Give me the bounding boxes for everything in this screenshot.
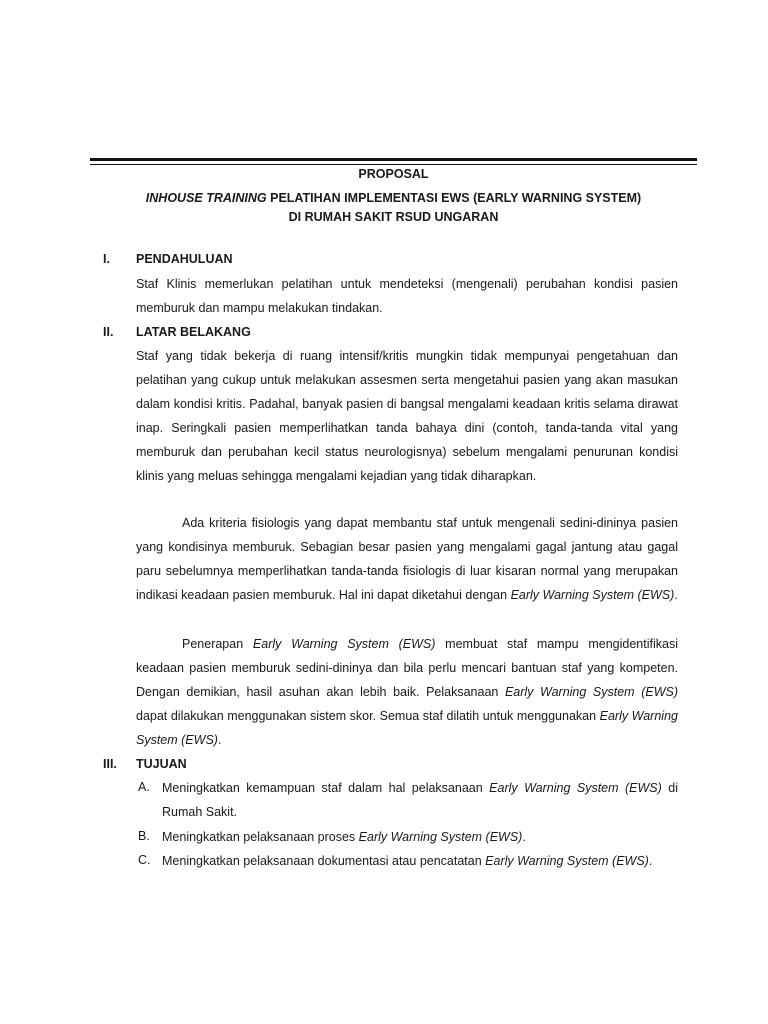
list-item xyxy=(162,776,678,824)
subtitle-rest: PELATIHAN IMPLEMENTASI EWS (EARLY WARNING SYSTEM) xyxy=(266,191,642,205)
paragraph-text: . xyxy=(674,588,678,602)
section-number: I. xyxy=(103,252,110,266)
header-rule-thin xyxy=(90,164,697,165)
list-item-text: Meningkatkan kemampuan staf dalam hal pelaksanaan xyxy=(162,781,490,795)
section-heading: TUJUAN xyxy=(136,757,187,771)
list-item-text: Meningkatkan pelaksanaan dokumentasi atau pencatatan xyxy=(162,854,486,868)
list-item-italic: Early Warning System (EWS) xyxy=(485,854,649,868)
section-paragraph: Staf yang tidak bekerja di ruang intensif/kritis mungkin tidak mempunyai pengetahuan dan pelatihan yang cukup untuk melakukan assesmen serta mengetahui pasien yang akan masukan dalam kondisi kritis. Padahal, banyak pasien di bangsal mengalami keadaan kritis selama dirawat inap. Seringkali pasien memperlihatkan tanda bahaya dini (contoh, tanda-tanda vital yang memburuk dan perubahan kecil status neurologisnya) sebelum mengalami penurunan kondisi klinis yang meluas sehingga mengalami kejadian yang tidak diharapkan. xyxy=(136,349,678,483)
paragraph-italic: Early Warning System (EWS) xyxy=(510,588,675,602)
list-item-italic: Early Warning System (EWS) xyxy=(489,781,662,795)
list-item xyxy=(162,849,678,873)
paragraph-text: Penerapan xyxy=(182,637,253,651)
list-item-text: Meningkatkan pelaksanaan proses xyxy=(162,830,359,844)
section-paragraph xyxy=(136,511,678,607)
paragraph-text: membuat staf mampu mengidentifikasi keadaan pasien memburuk sedini-dininya dan bila perlu mencari bantuan staf yang kompeten. Dengan demikian, hasil asuhan akan lebih baik. Pelaksanaan xyxy=(136,637,678,699)
list-item-letter: C. xyxy=(138,853,151,867)
section-number: II. xyxy=(103,325,114,339)
section-heading: PENDAHULUAN xyxy=(136,252,233,266)
section-number: III. xyxy=(103,757,117,771)
paragraph-italic: Early Warning System (EWS) xyxy=(504,685,678,699)
paragraph-text: dapat dilakukan menggunakan sistem skor. Semua staf dilatih untuk menggunakan xyxy=(136,709,600,723)
paragraph-text: Ada kriteria fisiologis yang dapat membantu staf untuk mengenali sedini-dininya pasien yang kondisinya memburuk. Sebagian besar pasien yang mengalami gagal jantung atau gagal paru sebelumnya memperlihatkan tanda-tanda fisiologis di luar kisaran normal yang merupakan indikasi keadaan pasien memburuk. Hal ini dapat diketahui dengan xyxy=(136,516,678,602)
section-heading: LATAR BELAKANG xyxy=(136,325,251,339)
list-item-text: . xyxy=(648,854,653,868)
list-item xyxy=(162,825,678,849)
subtitle-italic: INHOUSE TRAINING xyxy=(145,191,267,205)
list-item-italic: Early Warning System (EWS) xyxy=(358,830,523,844)
section-paragraph: Staf Klinis memerlukan pelatihan untuk mendeteksi (mengenali) perubahan kondisi pasien memburuk dan mampu melakukan tindakan. xyxy=(136,277,678,315)
list-item-text: di Rumah Sakit. xyxy=(162,781,679,819)
header-rule-thick xyxy=(90,158,697,161)
list-item-letter: B. xyxy=(138,829,150,843)
list-item-text: . xyxy=(522,830,526,844)
list-item-letter: A. xyxy=(138,780,150,794)
document-subtitle-line2: DI RUMAH SAKIT RSUD UNGARAN xyxy=(288,210,499,224)
paragraph-italic: Early Warning System (EWS) xyxy=(252,637,436,651)
paragraph-italic: Early Warning System (EWS) xyxy=(136,709,678,747)
section-paragraph xyxy=(136,632,678,752)
document-title: PROPOSAL xyxy=(358,167,429,181)
paragraph-text: . xyxy=(217,733,222,747)
document-subtitle-line1 xyxy=(90,191,697,205)
